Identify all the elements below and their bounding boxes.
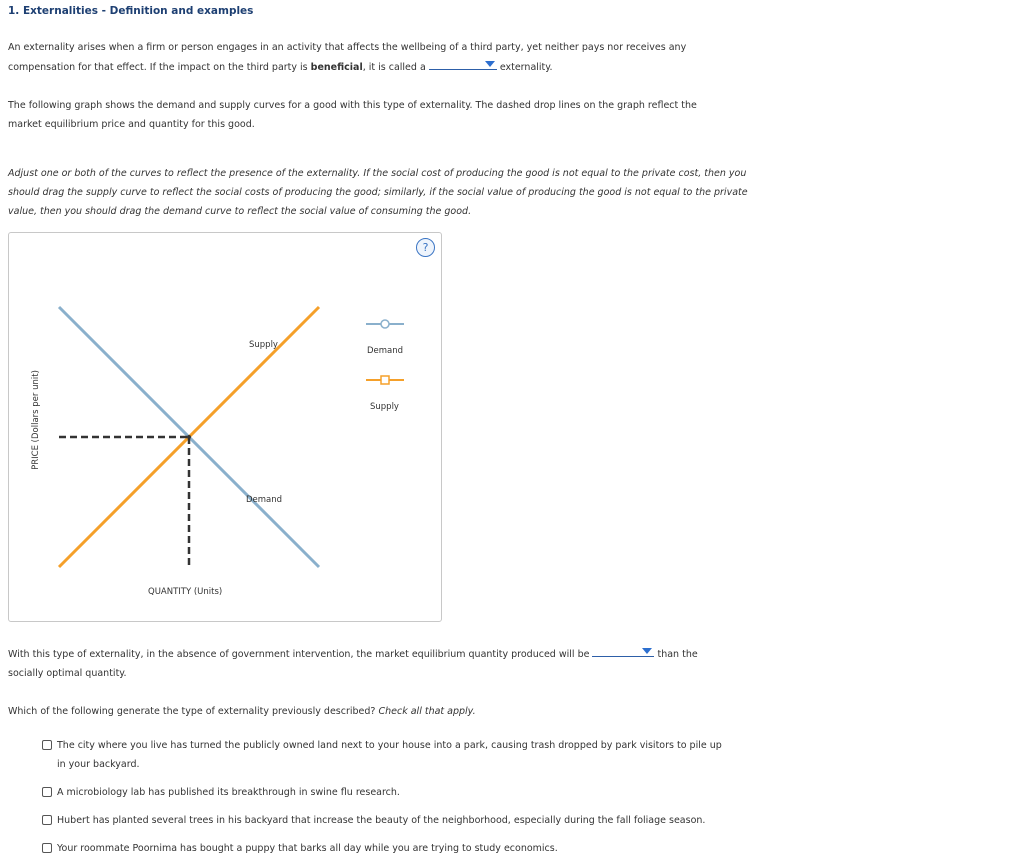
option-4-label: Your roommate Poornima has bought a puppy that barks all day while you are trying to study economics. [57,843,558,854]
option-3[interactable] [42,811,732,830]
option-1-label: The city where you live has turned the publicly owned land next to your house into a park, causing trash dropped by park visitors to pile up in your backyard. [57,740,722,770]
question-3-hint: Check all that apply. [378,706,476,717]
instructions: Adjust one or both of the curves to reflect the presence of the externality. If the social cost of producing the good is not equal to the private cost, then you should drag the supply curve to reflect the social costs of producing the good; similarly, if the social value of producing the good is not equal to the private value, then you should drag the demand curve to reflect the social value of consuming the good. [8,168,748,217]
chevron-down-icon [642,648,652,654]
question-3-prompt [8,702,476,721]
legend-demand-marker[interactable] [381,320,389,328]
question-2-text-b: than the socially optimal quantity. [8,649,698,679]
help-icon[interactable]: ? [416,238,435,257]
externality-type-dropdown[interactable] [429,57,497,70]
option-3-label: Hubert has planted several trees in his backyard that increase the beauty of the neighborhood, especially during the fall foliage season. [57,815,706,826]
checkbox-3[interactable] [42,815,52,825]
x-axis-label: QUANTITY (Units) [148,587,223,597]
graph-panel [8,232,442,622]
intro-text-c: externality. [496,62,553,73]
legend-supply-label: Supply [370,402,399,412]
question-2-text-a: With this type of externality, in the absence of government intervention, the market equilibrium quantity produced will be [8,649,593,660]
intro-text-a: An externality arises when a firm or person engages in an activity that affects the wellbeing of a third party, yet neither pays nor receives any compensation for that effect. If the impact on the third party is [8,42,687,73]
page-title: 1. Externalities - Definition and examples [8,5,254,17]
option-1[interactable] [42,736,732,774]
intro-paragraph [8,38,728,77]
quantity-comparison-dropdown[interactable] [592,644,654,657]
supply-curve-label: Supply [249,340,278,350]
demand-curve-label: Demand [246,495,283,505]
checkbox-2[interactable] [42,787,52,797]
y-axis-label: PRICE (Dollars per unit) [31,370,41,470]
checkbox-4[interactable] [42,843,52,853]
legend-demand-label: Demand [367,346,404,356]
option-2[interactable] [42,783,732,802]
graph-description: The following graph shows the demand and supply curves for a good with this type of externality. The dashed drop lines on the graph reflect the market equilibrium price and quantity for this good. [8,100,697,130]
legend-supply-marker[interactable] [381,376,389,384]
graph-svg [9,233,441,621]
equilibrium-point [187,435,191,439]
intro-text-b: , it is called a [362,62,429,73]
question-2 [8,644,728,683]
checkbox-1[interactable] [42,740,52,750]
intro-bold-word: beneficial [310,62,363,73]
question-3-text: Which of the following generate the type of externality previously described? [8,706,379,717]
option-4[interactable] [42,839,732,858]
option-2-label: A microbiology lab has published its breakthrough in swine flu research. [57,787,400,798]
chevron-down-icon [485,61,495,67]
